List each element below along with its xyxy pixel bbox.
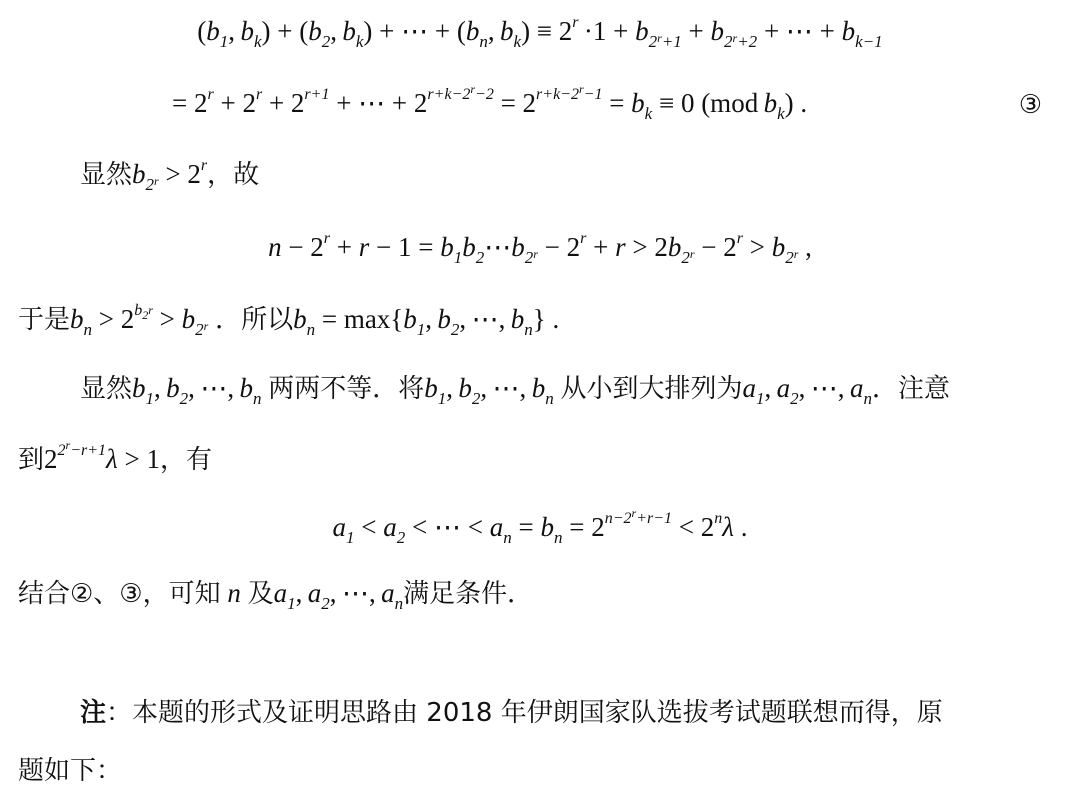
equation-number-3: ③ [1018, 90, 1042, 120]
equation-line-3 [0, 230, 1080, 267]
text-pairwise: 两两不等．将 [268, 374, 425, 404]
note-tail: 题如下： [18, 756, 123, 786]
text-line-to: 到$2^{2^r-r+1}\lambda > 1$，有 [18, 438, 212, 475]
text-and: 及 [247, 579, 274, 609]
text-line-combine: 结合②、③，可知 n 及$a_1$, $a_2$, ⋯, $a_n$满足条件． [18, 578, 534, 613]
text-notice: ．注意 [871, 374, 950, 404]
equation-4: $a_1 < a_2$ < ⋯ < $a_n = b_n = 2^{n-2^r+r-1} < 2^n\lambda$ . [332, 506, 748, 547]
text-obviously: 显然 [80, 160, 133, 190]
text-hence: 于是 [18, 305, 71, 335]
equation-2: = $2^r + 2^r + 2^{r+1}$ + ⋯ + $2^{r+k-2^r-2} = 2^{r+k-2^r-1} = b_k \equiv 0$ (mod $b_k$) . [172, 82, 808, 123]
text-satisfy: 满足条件． [403, 579, 534, 609]
note-line [80, 695, 943, 730]
text-arrange: 从小到大排列为 [560, 374, 743, 404]
text-line-obviously: 显然$b_{2^r} > 2^r$，故 [80, 157, 260, 194]
equation-line-1 [0, 14, 1080, 51]
equation-1: ($b_1$, $b_k) + (b_2$, $b_k$) + ⋯ + ($b_n$, $b_k) \equiv 2^r \cdot 1 + b_{2^r+1} + b_{2^r+2}$ + ⋯ + $b_{k-1}$ [197, 14, 883, 51]
text-have: ，有 [159, 445, 212, 475]
text-obviously-2: 显然 [80, 374, 133, 404]
note-tail-line [18, 753, 122, 788]
note-label: 注 [80, 698, 107, 728]
equation-3: $n - 2^r + r - 1$ = $b_1b_2\cdots b_{2^r} - 2^r + r > 2b_{2^r} - 2^r > b_{2^r}$ , [268, 230, 812, 267]
text-line-pairwise: 显然$b_1$, $b_2$, ⋯, $b_n$ 两两不等．将$b_1$, $b_2$, ⋯, $b_n$ 从小到大排列为$a_1$, $a_2$, ⋯, $a_n$．注意 [80, 373, 950, 408]
text-to: 到 [18, 445, 45, 475]
text-so: ．所以 [215, 305, 294, 335]
text-combine: 结合②、③，可知 [18, 579, 221, 609]
note-body: ：本题的形式及证明思路由 2018 年伊朗国家队选拔考试题联想而得，原 [106, 698, 943, 728]
equation-line-2 [172, 82, 808, 123]
text-line-hence: 于是$b_n > 2^{b_{2^r}} > b_{2^r}$ ．所以$b_n = \max\{b_1$, $b_2$, ⋯, $b_n$} . [18, 302, 560, 339]
text-therefore: ，故 [207, 160, 260, 190]
equation-line-4 [0, 506, 1080, 547]
